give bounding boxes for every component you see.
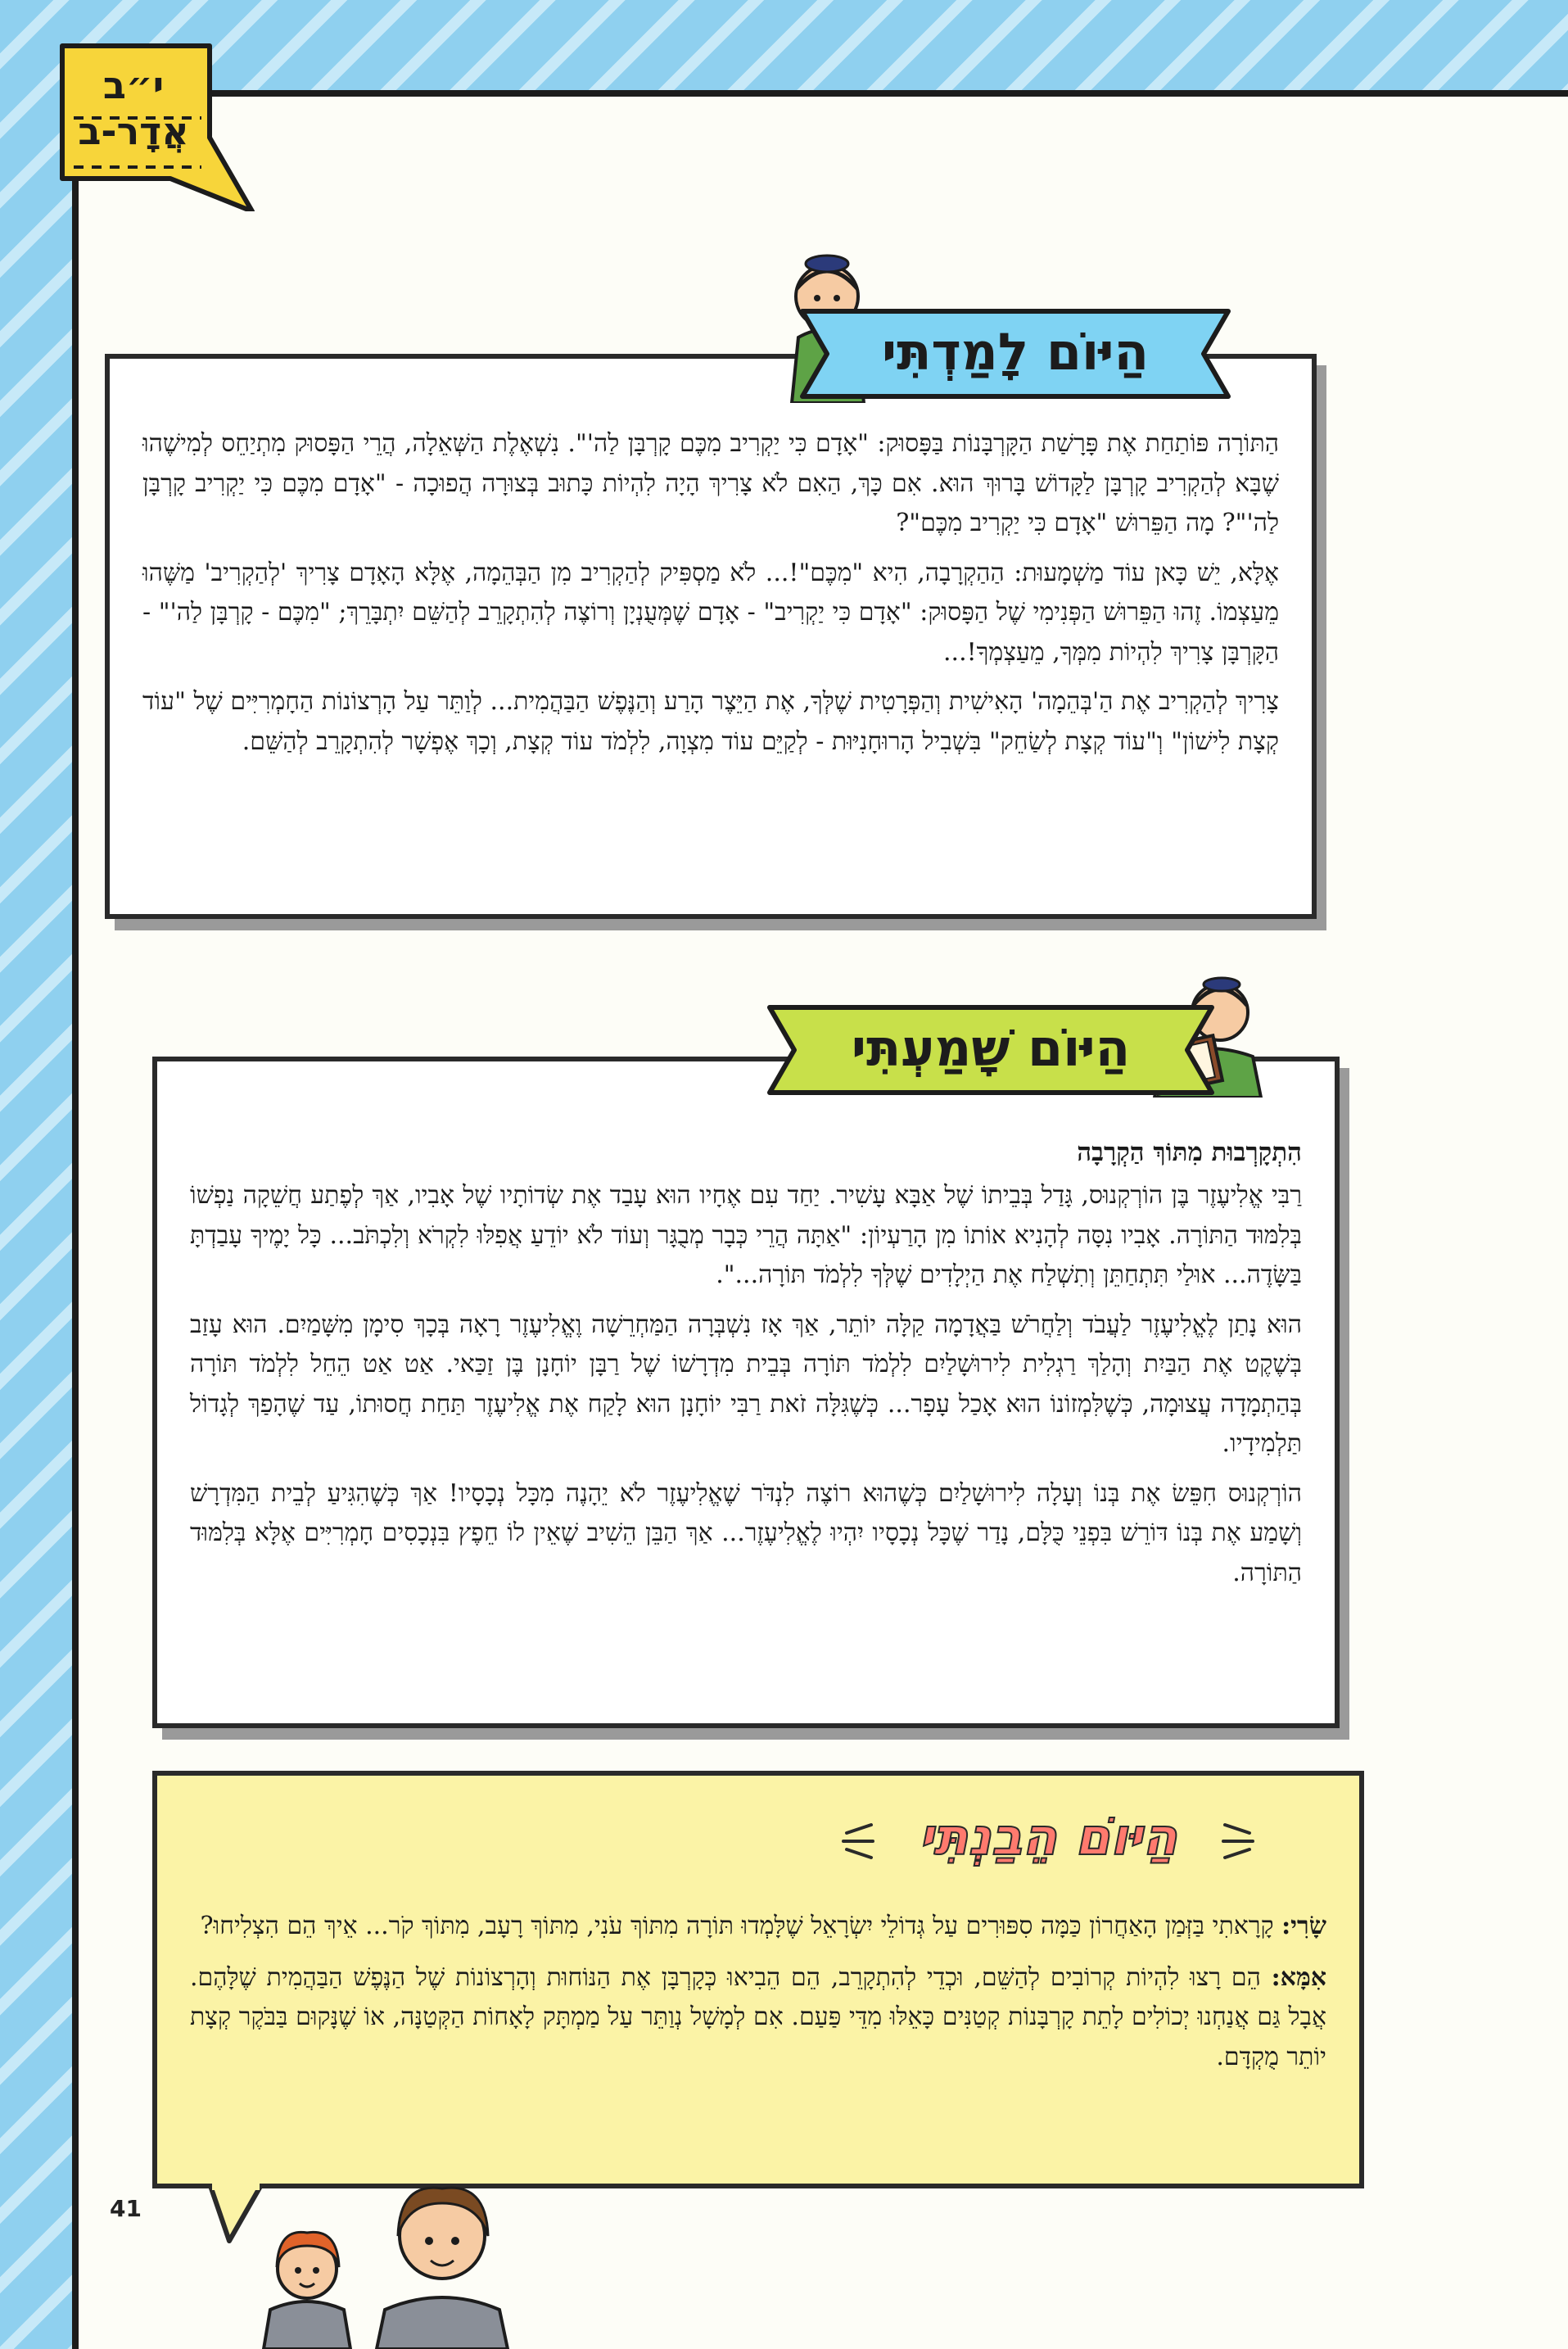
learned-paragraph-1: הַתּוֹרָה פּוֹתַחַת אֶת פָּרָשַׁת הַקָּרְבָּנוֹת בַּפָּסוּק: "אָדָם כִּי יַקְרִיב מִכֶּם קָרְבָּן לַה'". נִשְׁאֶלֶת הַשְּׁאֵלָה, הֲרֵי הַפָּסוּק מִתְיַחֵס לְמִישֶׁהוּ שֶׁבָּא לְהַקְרִיב קָרְבָּן לַקָּדוֹשׁ בָּרוּךְ הוּא. אִם כָּךְ, הַאִם לֹא צָרִיךְ הָיָה לִהְיוֹת כָּתוּב בְּצוּרָה הֲפוּכָה - "אָדָם מִכֶּם כִּי יַקְרִיב קָרְבָּן לַה'"? מָה הַפֵּרוּשׁ "אָדָם כִּי יַקְרִיב מִכֶּם"? [142,429,1279,537]
heard-paragraph-2: הוּא נָתַן לֶאֱלִיעֶזֶר לַעֲבֹד וְלַחֲרֹשׁ בַּאֲדָמָה קַלָּה יוֹתֵר, אַךְ אָז נִשְׁבְּרָה הַמַּחְרֵשָׁה וֶאֱלִיעֶזֶר רָאָה בְּכָךְ סִימָן מִשָּׁמַיִם. הוּא עָזַב בְּשֶׁקֶט אֶת הַבַּיִת וְהָלַךְ רַגְלִית לִירוּשָׁלַיִם לִלְמֹד תּוֹרָה בְּבֵית מִדְרָשׁוֹ שֶׁל רַבָּן יוֹחָנָן בֶּן זַכַּאי. אַט אַט הֵחֵל לִלְמֹד תּוֹרָה בְּהַתְמָדָה עֲצוּמָה, כְּשֶׁלִּמְזוֹנוֹ הוּא אָכַל עָפָר... כְּשֶׁגִּלָּה זֹאת רַבִּי יוֹחָנָן הוּא לָקַח אֶת אֱלִיעֶזֶר תַּחַת חֲסוּתוֹ, עַד שֶׁהָפַךְ לְגָדוֹל תַּלְמִידָיו. [190,1310,1302,1458]
dialogue-line-ima [190,1958,1326,2078]
learned-paragraph-3: צָרִיךְ לְהַקְרִיב אֶת הַ'בְּהֵמָה' הָאִישִׁית וְהַפְּרָטִית שֶׁלְּךָ, אֶת הַיֵּצֶר הָרַע וְהַנֶּפֶשׁ הַבַּהֲמִית... לְוַתֵּר עַל הָרְצוֹנוֹת הַחָמְרִיִּים שֶׁל "עוֹד קְצָת לִישׁוֹן" וְ"עוֹד קְצָת לְשַׂחֵק" בִּשְׁבִיל הָרוּחָנִיּוּת - לְקַיֵּם עוֹד מִצְוָה, לִלְמֹד עוֹד קְצָת, וְכָךְ אֶפְשָׁר לְהִתְקָרֵב לְהַשֵּׁם. [142,687,1279,756]
sparkle-icon [835,1817,876,1866]
understood-box [152,1771,1364,2188]
girls-illustration [262,2170,524,2349]
learned-paragraph-2: אֶלָּא, יֵשׁ כָּאן עוֹד מַשְׁמָעוּת: הַהַקְרָבָה, הִיא "מִכֶּם"!... לֹא מַסְפִּיק לְהַקְרִיב מִן הַבְּהֵמָה, אֶלָּא הָאָדָם צָרִיךְ 'לְהַקְרִיב' מַשֶּׁהוּ מֵעַצְמוֹ. זֶהוּ הַפֵּרוּשׁ הַפְּנִימִי שֶׁל הַפָּסוּק: "אָדָם כִּי יַקְרִיב" - אָדָם שֶׁמְּעֻנְיָן וְרוֹצֶה לְהִתְקָרֵב לְהַשֵּׁם יִתְבָּרֵךְ; "מִכֶּם - קָרְבָּן לַה'" - הַקָּרְבָּן צָרִיךְ לִהְיוֹת מִמְּךָ, מֵעַצְמְךָ!... [142,558,1279,667]
heard-box [152,1057,1340,1728]
learned-box [105,354,1317,919]
speaker-sari: שָׂרִי: [1281,1912,1326,1940]
dialogue-line-sari [190,1907,1326,1947]
date-text [56,62,211,154]
story-subtitle: הִתְקָרְבוּת מִתּוֹךְ הַקְרָבָה [1077,1138,1302,1167]
heard-paragraph-1: רַבִּי אֱלִיעֶזֶר בֶּן הוֹרְקְנוּס, גָּדַל בְּבֵיתוֹ שֶׁל אַבָּא עָשִׁיר. יַחַד עִם אֶחָיו הוּא עָבַד אֶת שְׂדוֹתָיו שֶׁל אָבִיו, אַךְ לְפֶתַע חֲשֵׁקָה נַפְשׁוֹ בְּלִמּוּד הַתּוֹרָה. אָבִיו נִסָּה לְהָנִיא אוֹתוֹ מִן הָרַעְיוֹן: "אַתָּה הֲרֵי כְּבָר מְבֻגָּר וְעוֹד לֹא יוֹדֵעַ אֲפִלּוּ לִקְרֹא וְלִכְתֹּב... כָּל יָמֶיךָ עָבַדְתָּ בַּשָּׂדֶה... אוּלַי תִּתְחַתֵּן וְתִשְׁלַח אֶת הַיְלָדִים שֶׁלְּךָ לִלְמֹד תּוֹרָה...". [190,1181,1303,1289]
date-month: אֲדָר-ב [78,109,189,153]
ima-text: הֵם רָצוּ לִהְיוֹת קְרוֹבִים לְהַשֵּׁם, וּכְדֵי לְהִתְקָרֵב, הֵם הֵבִיאוּ כְּקָרְבָּן אֶת הַנּוֹחוּת וְהָרְצוֹנוֹת שֶׁל הַנֶּפֶשׁ הַבַּהֲמִית שֶׁלָּהֶם. אֲבָל גַּם אֲנַחְנוּ יְכוֹלִים לָתֵת קָרְבָּנוֹת קְטַנִּים כָּאֵלּוּ מִדֵּי פַּעַם. אִם לְמָשָׁל נְוַתֵּר עַל מַמְתָּק לָאָחוֹת הַקְּטַנָּה, אוֹ שֶׁנָּקוּם בַּבֹּקֶר קְצָת יוֹתֵר מֻקְדָּם. [190,1962,1326,2071]
date-ribbon [56,39,260,211]
page-number: 41 [110,2195,142,2222]
speaker-ima: אִמָּא: [1271,1962,1326,1992]
learned-title: הַיּוֹם לָמַדְתִּי [881,322,1150,382]
heard-title-banner [737,999,1245,1101]
sparkle-icon [1220,1817,1261,1866]
heard-title: הַיּוֹם שָׁמַעְתִּי [851,1018,1131,1078]
understood-title: הַיּוֹם הֵבַנְתִּי [919,1807,1177,1867]
heard-paragraph-3: הוֹרְקְנוּס חִפֵּשׂ אֶת בְּנוֹ וְעָלָה לִירוּשָׁלַיִם כְּשֶׁהוּא רוֹצֶה לִנְדֹּר שֶׁאֱלִיעֶזֶר לֹא יֵהָנֶה מִכָּל נְכָסָיו! אַךְ כְּשֶׁהִגִּיעַ לְבֵית הַמִּדְרָשׁ וְשָׁמַע אֶת בְּנוֹ דּוֹרֵשׁ בִּפְנֵי כֻּלָּם, נָדַר שֶׁכָּל נְכָסָיו יִהְיוּ לֶאֱלִיעֶזֶר... אַךְ הַבֵּן הֵשִׁיב שֶׁאֵין לוֹ חֵפֶץ בִּנְכָסִים חָמְרִיִּים אֶלָּא בְּלִמּוּד הַתּוֹרָה. [190,1478,1303,1587]
sari-text: קָרָאתִי בַּזְּמַן הָאַחֲרוֹן כַּמָּה סִפּוּרִים עַל גְּדוֹלֵי יִשְׂרָאֵל שֶׁלָּמְדוּ תּוֹרָה מִתּוֹךְ עֹנִי, מִתּוֹךְ רָעָב, מִתּוֹךְ קֹר... אֵיךְ הֵם הִצְלִיחוּ? [200,1912,1282,1940]
date-day: י״ב [102,63,165,107]
learned-title-banner [770,303,1261,405]
